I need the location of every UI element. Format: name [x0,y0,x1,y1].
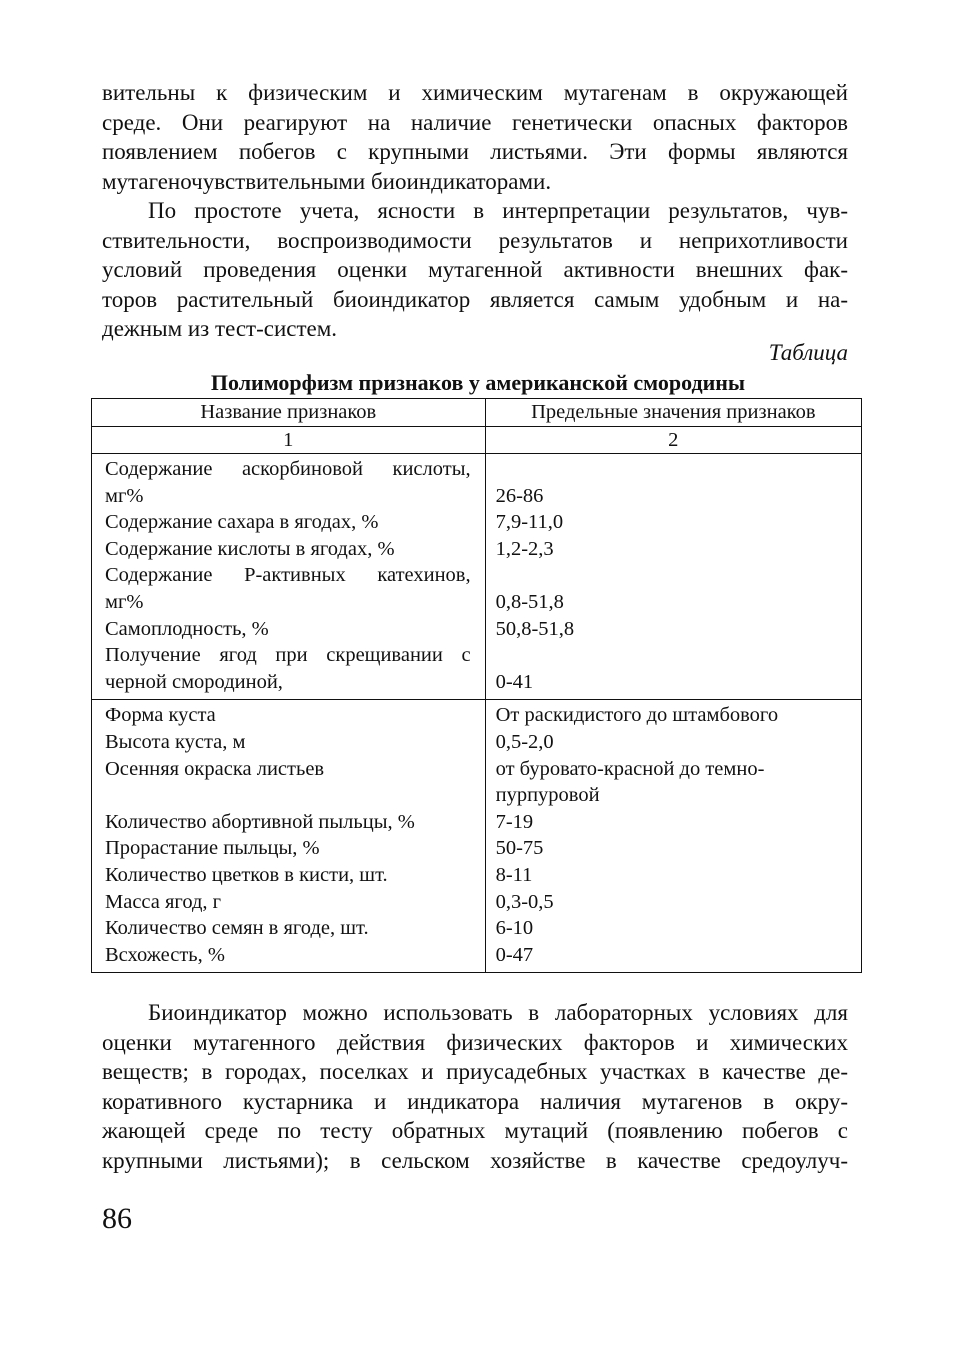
paragraph-line: По простоте учета, ясности в интерпретации результатов, чув- [148,198,848,223]
paragraph-line: вительны к физическим и химическим мутагенам в окружающей [102,80,848,105]
data-table [91,398,862,973]
trait-name: Масса ягод, г [105,890,222,913]
paragraph-line: ствительности, воспроизводимости результатов и неприхотливости [102,227,848,253]
paragraph-2 [102,196,848,344]
trait-name: Количество абортивной пыльцы, % [105,810,415,833]
paragraph-line: веществ; в городах, поселках и приусадебных участках в качестве де- [102,1059,848,1084]
trait-name: Всхожесть, % [105,943,225,966]
table-title: Полиморфизм признаков у американской смородины [210,370,746,395]
trait-name: Содержание сахара в ягодах, % [105,511,379,534]
trait-name: Содержание кислоты в ягодах, % [105,537,395,560]
trait-value: 50,8-51,8 [495,617,575,640]
table-header-row [92,399,862,427]
trait-value: 50-75 [495,837,544,860]
paragraph-line: торов растительный биоиндикатор является самым удобным и на- [102,286,848,312]
trait-name: Получение ягод при скрещивании с [105,644,471,667]
paragraph-3 [102,998,848,1175]
trait-names-cell [92,454,486,700]
paragraph-line: условий проведения оценки мутагенной активности внешних фак- [102,257,848,282]
table-number-row [92,427,862,454]
paragraph-line: мутагеночувствительными биоиндикаторами. [102,168,552,194]
trait-value: 0-47 [495,943,534,966]
trait-name: Осенняя окраска листьев [105,757,325,780]
table-row [92,454,862,700]
trait-value: 8-11 [495,863,533,886]
paragraph-1 [102,78,848,196]
trait-name [105,782,479,809]
trait-value: От раскидистого до штамбового [495,704,779,727]
trait-value: 1,2-2,3 [495,537,554,560]
paragraph-line: дежным из тест-систем. [102,316,338,341]
trait-value: от буровато-красной до темно- [495,757,765,780]
trait-name: Высота куста, м [105,730,246,753]
trait-value: 6-10 [495,917,534,940]
paragraph-line: жающей среде по тесту обратных мутаций (появлению побегов с [102,1118,848,1143]
trait-values-cell [485,454,861,700]
paragraph-line: Биоиндикатор можно использовать в лабораторных условиях для [148,1000,848,1025]
trait-value: 7-19 [495,810,534,833]
table-row [92,700,862,973]
page-number: 86 [102,1202,132,1235]
column-header: Название признаков [92,399,486,427]
trait-names-cell [92,700,486,973]
trait-name: мг% [105,590,144,613]
trait-value [496,642,855,669]
trait-name: Прорастание пыльцы, % [105,837,320,860]
trait-value [496,456,855,483]
column-number: 2 [485,427,861,454]
paragraph-line: оценки мутагенного действия физических факторов и химических [102,1029,848,1055]
column-number: 1 [92,427,486,454]
trait-value: 0-41 [495,670,534,693]
trait-value: 0,5-2,0 [495,730,554,753]
table-label: Таблица [768,340,848,365]
trait-value: 26-86 [495,484,544,507]
paragraph-line: появлением побегов с крупными листьями. Эти формы являются [102,139,848,164]
trait-name: Содержание аскорбиновой кислоты, [105,458,471,480]
trait-value: 7,9-11,0 [495,511,564,534]
trait-value: 0,3-0,5 [495,890,554,913]
trait-values-cell [485,700,861,973]
trait-name: Форма куста [105,704,216,727]
trait-name: Количество семян в ягоде, шт. [105,917,369,940]
trait-name: мг% [105,484,144,507]
paragraph-line: среде. Они реагируют на наличие генетически опасных факторов [102,109,848,135]
paragraph-line: крупными листьями); в сельском хозяйстве в качестве средоулуч- [102,1147,848,1173]
trait-name: Содержание Р-активных катехинов, [105,564,471,587]
trait-name: Самоплодность, % [105,617,269,640]
trait-name: черной смородиной, [105,670,283,693]
trait-name: Количество цветков в кисти, шт. [105,863,388,886]
trait-value: 0,8-51,8 [495,590,564,613]
column-header: Предельные значения признаков [485,399,861,427]
paragraph-line: коративного кустарника и индикатора наличия мутагенов в окру- [102,1088,848,1114]
trait-value: пурпуровой [495,784,600,807]
trait-value [496,562,855,589]
